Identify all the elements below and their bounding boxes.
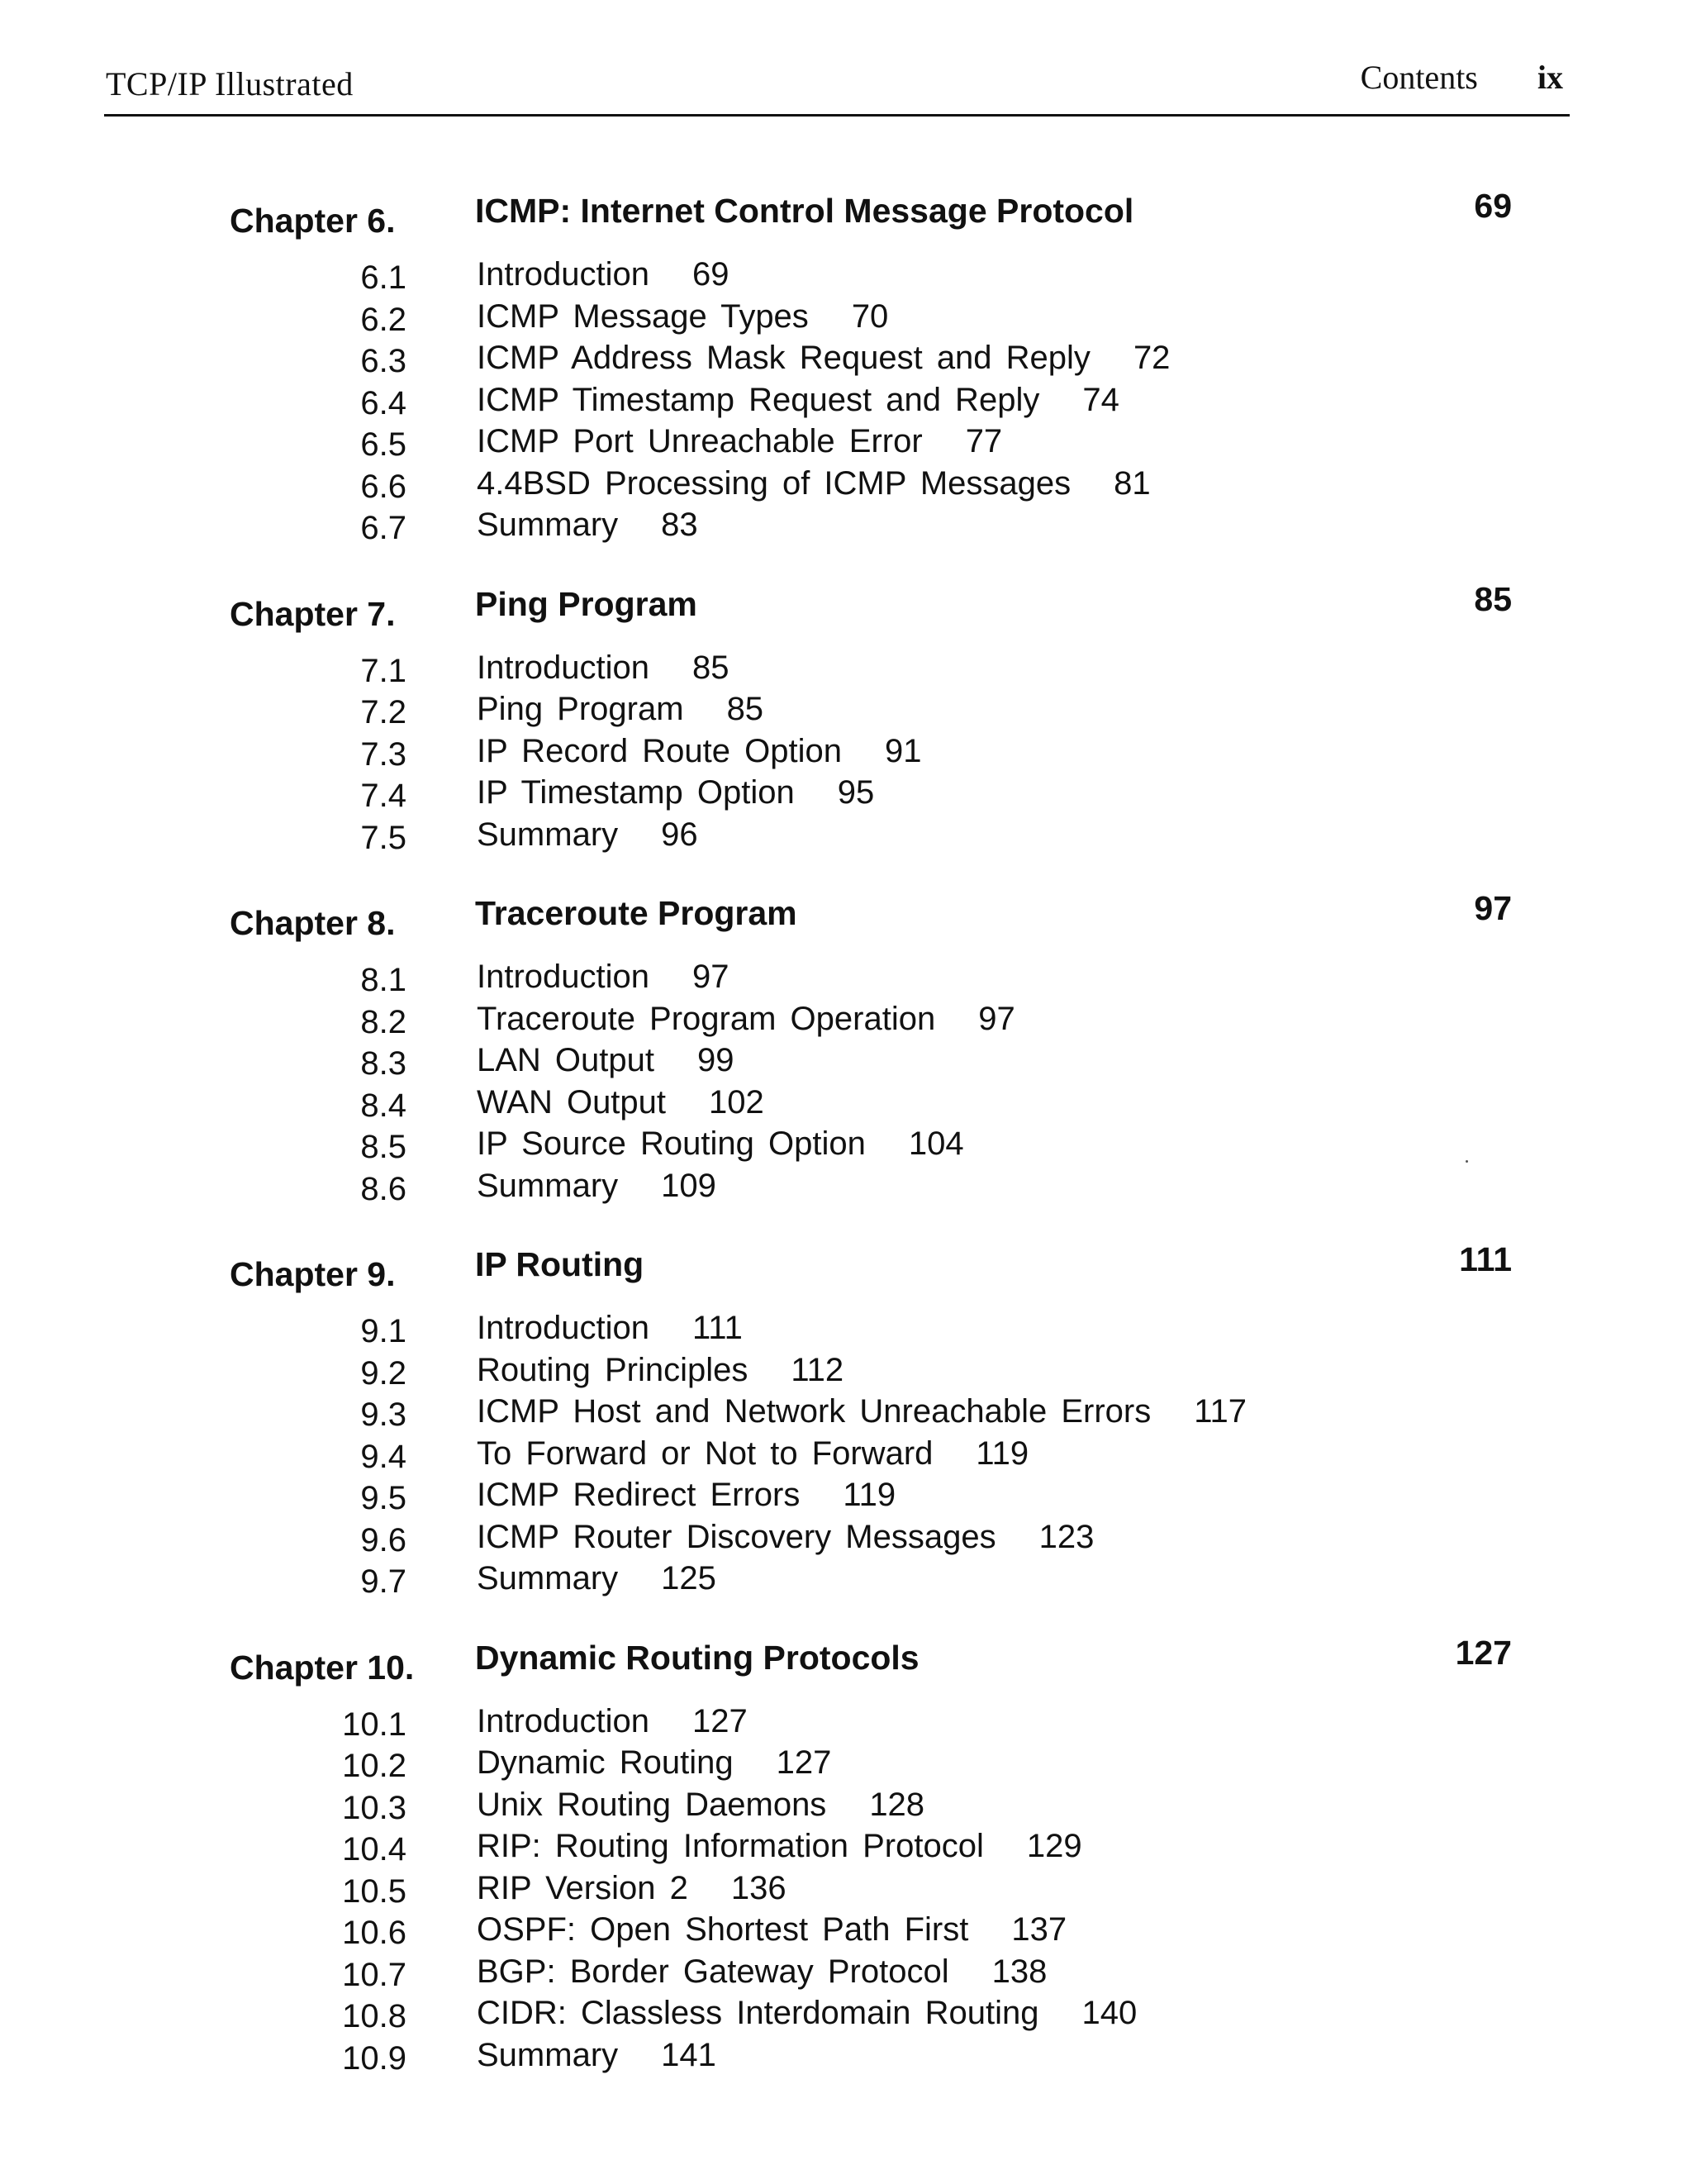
section-entry bbox=[0, 465, 1687, 507]
section-page: 141 bbox=[661, 2036, 716, 2073]
chapter-title: Traceroute Program bbox=[475, 894, 797, 932]
section-page: 72 bbox=[1133, 340, 1171, 376]
section-entry bbox=[0, 1352, 1687, 1394]
chapter-heading bbox=[0, 889, 1687, 959]
section-title: Summary bbox=[477, 1167, 619, 1204]
chapter-page: 97 bbox=[1474, 889, 1512, 927]
chapter-page: 85 bbox=[1474, 579, 1512, 618]
section-page: 99 bbox=[697, 1042, 734, 1078]
section-title: Introduction bbox=[477, 959, 650, 995]
section-title-wrap bbox=[477, 1870, 786, 1907]
section-entry bbox=[0, 1870, 1687, 1912]
table-of-contents bbox=[0, 187, 1687, 2115]
section-number: 9.1 bbox=[360, 1313, 406, 1349]
section-page: 74 bbox=[1082, 381, 1119, 418]
section-entry bbox=[0, 649, 1687, 692]
section-title: ICMP Router Discovery Messages bbox=[477, 1518, 996, 1555]
section-number: 7.5 bbox=[360, 819, 406, 856]
section-title: Ping Program bbox=[477, 691, 684, 727]
section-entry bbox=[0, 691, 1687, 733]
section-number: 6.6 bbox=[360, 468, 406, 505]
section-page: 85 bbox=[692, 649, 729, 686]
section-entry bbox=[0, 1393, 1687, 1435]
section-page: 77 bbox=[965, 423, 1003, 459]
section-number: 10.2 bbox=[342, 1748, 406, 1784]
section-number: 10.5 bbox=[342, 1872, 406, 1910]
section-title-wrap bbox=[477, 1393, 1247, 1430]
chapter-heading bbox=[0, 579, 1687, 649]
section-page: 109 bbox=[661, 1167, 716, 1204]
section-number: 8.1 bbox=[360, 962, 406, 998]
section-number: 6.1 bbox=[360, 259, 406, 296]
section-title: Unix Routing Daemons bbox=[477, 1786, 827, 1823]
chapter-label: Chapter 8. bbox=[230, 904, 396, 942]
section-entry bbox=[0, 1125, 1687, 1168]
header-rule bbox=[104, 114, 1570, 117]
section-title-wrap bbox=[477, 1042, 734, 1079]
section-page: 125 bbox=[661, 1560, 716, 1596]
section-title-wrap bbox=[477, 465, 1151, 502]
section-number: 8.4 bbox=[360, 1087, 406, 1124]
chapter-page: 69 bbox=[1474, 187, 1512, 225]
section-title-wrap bbox=[477, 1953, 1047, 1991]
section-title-wrap bbox=[477, 1519, 1094, 1556]
section-number: 9.3 bbox=[360, 1397, 406, 1433]
chapter-title: Ping Program bbox=[475, 584, 697, 623]
section-page: 95 bbox=[837, 774, 875, 811]
section-title: Summary bbox=[477, 1560, 619, 1596]
section-title: Traceroute Program Operation bbox=[477, 1000, 936, 1037]
section-number: 9.2 bbox=[360, 1354, 406, 1392]
section-page: 69 bbox=[692, 256, 729, 293]
section-page: 112 bbox=[791, 1351, 844, 1388]
chapter-heading bbox=[0, 1633, 1687, 1703]
section-entry bbox=[0, 1042, 1687, 1084]
section-entry bbox=[0, 1828, 1687, 1870]
section-number: 6.5 bbox=[360, 426, 406, 463]
section-title-wrap bbox=[477, 816, 698, 854]
print-speck bbox=[1466, 1160, 1468, 1163]
section-title-wrap bbox=[477, 1310, 743, 1347]
section-title-wrap bbox=[477, 2037, 716, 2074]
section-entry bbox=[0, 733, 1687, 775]
chapter-page: 127 bbox=[1455, 1633, 1512, 1672]
section-title-wrap bbox=[477, 691, 763, 728]
section-title: CIDR: Classless Interdomain Routing bbox=[477, 1995, 1039, 2031]
section-number: 7.1 bbox=[360, 652, 406, 689]
section-entry bbox=[0, 340, 1687, 382]
section-page: 96 bbox=[661, 816, 698, 853]
section-title: Summary bbox=[477, 2036, 619, 2073]
section-entry bbox=[0, 1477, 1687, 1519]
section-number: 8.5 bbox=[360, 1129, 406, 1165]
section-entry bbox=[0, 1435, 1687, 1477]
section-number: 10.7 bbox=[342, 1956, 406, 1993]
section-title: IP Source Routing Option bbox=[477, 1125, 866, 1162]
section-title-wrap bbox=[477, 774, 874, 811]
running-head-title: TCP/IP Illustrated bbox=[106, 65, 354, 102]
section-entry bbox=[0, 423, 1687, 465]
section-entry bbox=[0, 1084, 1687, 1126]
section-title: ICMP Message Types bbox=[477, 297, 809, 335]
section-title-wrap bbox=[477, 1168, 716, 1205]
chapter-label: Chapter 7. bbox=[230, 594, 396, 633]
section-title-wrap bbox=[477, 1352, 844, 1389]
section-entry bbox=[0, 1001, 1687, 1043]
section-page: 140 bbox=[1081, 1995, 1138, 2031]
section-page: 138 bbox=[991, 1953, 1048, 1990]
section-page: 117 bbox=[1194, 1393, 1247, 1430]
section-number: 6.4 bbox=[360, 384, 406, 421]
section-number: 8.2 bbox=[360, 1003, 406, 1040]
section-page: 91 bbox=[884, 732, 922, 769]
section-number: 10.9 bbox=[342, 2039, 406, 2077]
running-head-section: Contents bbox=[1360, 59, 1478, 96]
chapter-block bbox=[0, 1240, 1687, 1602]
section-number: 9.6 bbox=[360, 1521, 406, 1558]
section-title: BGP: Border Gateway Protocol bbox=[477, 1953, 949, 1990]
section-title-wrap bbox=[477, 1995, 1137, 2032]
section-number: 8.6 bbox=[360, 1170, 406, 1207]
section-page: 81 bbox=[1114, 464, 1151, 502]
section-title: WAN Output bbox=[477, 1083, 667, 1121]
section-title: Summary bbox=[477, 507, 619, 543]
section-title-wrap bbox=[477, 1560, 716, 1597]
section-number: 6.7 bbox=[360, 510, 406, 546]
section-page: 111 bbox=[692, 1310, 743, 1346]
chapter-title: ICMP: Internet Control Message Protocol bbox=[475, 192, 1134, 230]
section-page: 97 bbox=[978, 1000, 1015, 1037]
section-title-wrap bbox=[477, 1125, 964, 1163]
section-entry bbox=[0, 1995, 1687, 2037]
section-page: 70 bbox=[851, 297, 889, 335]
section-number: 7.4 bbox=[360, 778, 406, 814]
section-number: 9.4 bbox=[360, 1438, 406, 1475]
section-page: 128 bbox=[869, 1786, 925, 1823]
section-title-wrap bbox=[477, 959, 729, 996]
section-title: Dynamic Routing bbox=[477, 1744, 734, 1781]
section-page: 129 bbox=[1026, 1828, 1082, 1864]
section-entry bbox=[0, 959, 1687, 1001]
section-title: Introduction bbox=[477, 1310, 650, 1346]
section-page: 83 bbox=[661, 507, 698, 543]
section-page: 119 bbox=[843, 1477, 896, 1513]
section-title-wrap bbox=[477, 507, 698, 544]
section-page: 136 bbox=[730, 1869, 786, 1906]
section-entry bbox=[0, 1911, 1687, 1953]
section-title: ICMP Address Mask Request and Reply bbox=[477, 340, 1091, 376]
section-entry bbox=[0, 2037, 1687, 2079]
section-title-wrap bbox=[477, 1703, 748, 1740]
section-title: IP Record Route Option bbox=[477, 732, 842, 769]
section-page: 85 bbox=[726, 691, 764, 727]
section-title-wrap bbox=[477, 1828, 1082, 1865]
section-title: ICMP Host and Network Unreachable Errors bbox=[477, 1393, 1152, 1430]
section-entry bbox=[0, 1744, 1687, 1787]
section-entry bbox=[0, 774, 1687, 816]
section-title: ICMP Redirect Errors bbox=[477, 1477, 801, 1513]
section-title-wrap bbox=[477, 1001, 1015, 1038]
section-title-wrap bbox=[477, 733, 921, 770]
section-page: 97 bbox=[692, 959, 729, 995]
section-entry bbox=[0, 1560, 1687, 1602]
chapter-label: Chapter 10. bbox=[230, 1648, 415, 1687]
section-number: 9.7 bbox=[360, 1563, 406, 1600]
section-title-wrap bbox=[477, 1435, 1029, 1473]
section-title: Routing Principles bbox=[477, 1351, 748, 1388]
section-number: 6.2 bbox=[360, 301, 406, 338]
section-title: RIP: Routing Information Protocol bbox=[477, 1828, 984, 1864]
section-entry bbox=[0, 1310, 1687, 1352]
chapter-block bbox=[0, 187, 1687, 549]
section-entry bbox=[0, 298, 1687, 340]
chapter-label: Chapter 9. bbox=[230, 1255, 396, 1293]
section-title: ICMP Timestamp Request and Reply bbox=[477, 381, 1040, 418]
section-number: 6.3 bbox=[360, 343, 406, 379]
section-number: 9.5 bbox=[360, 1480, 406, 1516]
section-title: LAN Output bbox=[477, 1042, 655, 1078]
section-title-wrap bbox=[477, 1084, 764, 1121]
section-entry bbox=[0, 1168, 1687, 1210]
section-entry bbox=[0, 1519, 1687, 1561]
chapter-block bbox=[0, 579, 1687, 859]
section-number: 10.6 bbox=[342, 1915, 406, 1951]
section-title: To Forward or Not to Forward bbox=[477, 1435, 934, 1472]
section-number: 10.3 bbox=[342, 1789, 406, 1826]
section-number: 10.8 bbox=[342, 1998, 406, 2034]
section-title-wrap bbox=[477, 1744, 831, 1782]
section-entry bbox=[0, 1703, 1687, 1745]
chapter-title: IP Routing bbox=[475, 1245, 644, 1283]
chapter-heading bbox=[0, 1240, 1687, 1310]
section-page: 102 bbox=[709, 1083, 764, 1121]
section-title-wrap bbox=[477, 1477, 896, 1514]
chapter-label: Chapter 6. bbox=[230, 202, 396, 240]
section-entry bbox=[0, 507, 1687, 549]
running-head-right bbox=[1361, 58, 1563, 97]
section-entry bbox=[0, 1953, 1687, 1996]
section-title-wrap bbox=[477, 1911, 1067, 1948]
section-title-wrap bbox=[477, 382, 1119, 419]
section-entry bbox=[0, 256, 1687, 298]
chapter-heading bbox=[0, 187, 1687, 256]
section-page: 104 bbox=[908, 1125, 964, 1162]
section-page: 127 bbox=[692, 1702, 748, 1739]
section-number: 10.4 bbox=[342, 1831, 406, 1868]
section-title: Introduction bbox=[477, 649, 650, 686]
section-page: 137 bbox=[1011, 1911, 1067, 1948]
page-number: ix bbox=[1537, 59, 1563, 96]
section-entry bbox=[0, 382, 1687, 424]
section-title: OSPF: Open Shortest Path First bbox=[477, 1911, 969, 1948]
section-title: Introduction bbox=[477, 1702, 650, 1739]
section-number: 7.2 bbox=[360, 694, 406, 730]
chapter-page: 111 bbox=[1459, 1240, 1512, 1278]
section-page: 123 bbox=[1038, 1518, 1095, 1555]
section-entry bbox=[0, 816, 1687, 859]
section-title-wrap bbox=[477, 298, 888, 335]
section-number: 7.3 bbox=[360, 735, 406, 773]
section-title-wrap bbox=[477, 256, 729, 293]
section-number: 8.3 bbox=[360, 1045, 406, 1082]
chapter-title: Dynamic Routing Protocols bbox=[475, 1638, 920, 1677]
section-title: Introduction bbox=[477, 256, 650, 293]
chapter-block bbox=[0, 889, 1687, 1209]
section-title: IP Timestamp Option bbox=[477, 774, 795, 811]
section-title: 4.4BSD Processing of ICMP Messages bbox=[477, 464, 1072, 502]
section-page: 119 bbox=[976, 1435, 1029, 1472]
section-title: Summary bbox=[477, 816, 619, 853]
section-title: RIP Version 2 bbox=[477, 1869, 688, 1906]
section-title-wrap bbox=[477, 340, 1170, 377]
section-title-wrap bbox=[477, 649, 729, 687]
section-number: 10.1 bbox=[342, 1706, 406, 1743]
section-title: ICMP Port Unreachable Error bbox=[477, 423, 923, 459]
section-entry bbox=[0, 1787, 1687, 1829]
section-title-wrap bbox=[477, 423, 1002, 460]
section-title-wrap bbox=[477, 1787, 924, 1824]
chapter-block bbox=[0, 1633, 1687, 2079]
section-page: 127 bbox=[776, 1744, 832, 1781]
